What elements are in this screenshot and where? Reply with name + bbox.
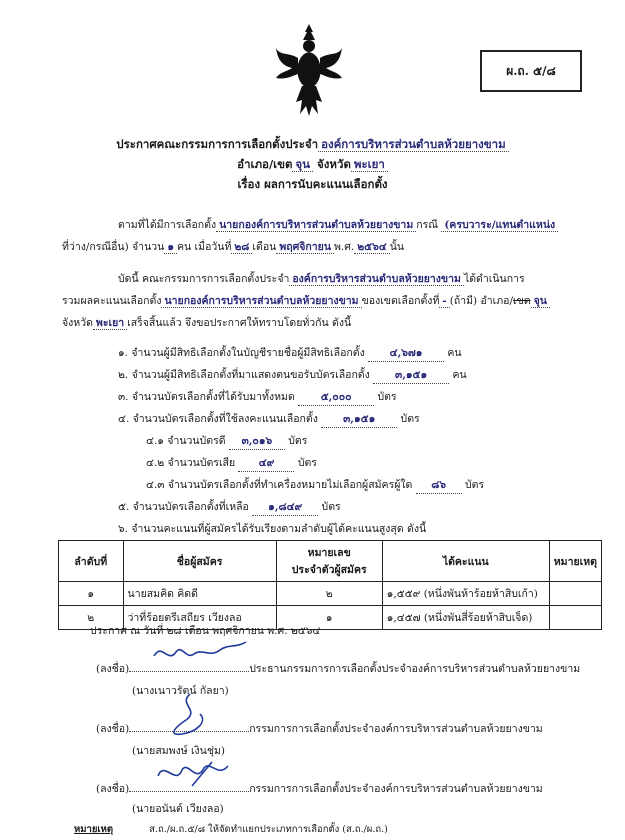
item-3 <box>118 388 397 406</box>
item-4 <box>118 410 420 428</box>
cell-remark <box>549 606 601 630</box>
signer-name-1: (นางเนาวรัตน์ กัลยา) <box>132 685 229 697</box>
para1-text: ตามที่ได้มีการเลือกตั้ง <box>118 219 217 231</box>
cell-remark <box>549 582 601 606</box>
para1-position: นายกองค์การบริหารส่วนตำบลห้วยยางขาม <box>216 219 416 232</box>
title-subject: เรื่อง ผลการนับคะแนนเลือกตั้ง <box>237 177 388 191</box>
cell-rank: ๑ <box>59 582 124 606</box>
item-unit: คน <box>452 369 467 381</box>
announce-day: ๒๘ <box>166 625 182 637</box>
para1-day: ๒๘ <box>231 241 252 254</box>
sign-label: (ลงชื่อ) <box>96 723 130 735</box>
item-label: ๓. จำนวนบัตรเลือกตั้งที่ได้รับมาทั้งหมด <box>118 391 295 403</box>
para2-line1 <box>118 270 525 287</box>
para2-text: บัดนี้ คณะกรรมการการเลือกตั้งประจำ <box>118 273 290 285</box>
para2-line3 <box>62 314 351 331</box>
cell-score: ๑,๔๕๗ (หนึ่งพันสี่ร้อยห้าสิบเจ็ด) <box>382 606 549 630</box>
sign-role: ประธานกรรมการการเลือกตั้งประจำองค์การบริหารส่วนตำบลห้วยยางขาม <box>249 663 581 675</box>
item-5 <box>118 498 341 516</box>
para1-count-label: ที่ว่าง/กรณีอื่น) จำนวน <box>62 241 165 253</box>
item-value: ๔,๖๗๑ <box>368 344 444 362</box>
para1-case: (ครบวาระ/แทนตำแหน่ง <box>441 219 558 232</box>
item-value: ๑,๘๔๙ <box>252 498 318 516</box>
para2-province: พะเยา <box>93 317 127 330</box>
signer-name-3: (นายอนันต์ เวียงลอ) <box>132 803 224 815</box>
form-code: ผ.ถ. ๕/๘ <box>506 63 556 78</box>
cell-name: นายสมคิด คิดดี <box>123 582 276 606</box>
item-1 <box>118 344 462 362</box>
item-value: ๓,๐๑๖ <box>229 432 285 450</box>
item-unit: บัตร <box>288 435 308 447</box>
para2-district: จุน <box>531 295 550 308</box>
signature-scribble-3 <box>152 756 232 790</box>
item-label: ๑. จำนวนผู้มีสิทธิเลือกตั้งในบัญชีรายชื่อผู้มีสิทธิเลือกตั้ง <box>118 347 365 359</box>
cell-rank: ๒ <box>59 606 124 630</box>
col-name: ชื่อผู้สมัคร <box>123 541 276 582</box>
announce-day-label: ประกาศ ณ วันที่ <box>90 625 164 637</box>
item-6 <box>118 520 426 537</box>
col-number-line1: หมายเลข <box>307 547 351 559</box>
para2-end: เสร็จสิ้นแล้ว จึงขอประกาศให้ทราบโดยทั่วกัน ดังนี้ <box>127 317 352 329</box>
para2-district-label: (ถ้ามี) อำเภอ/ <box>449 295 513 307</box>
item-label: ๒. จำนวนผู้มีสิทธิเลือกตั้งที่มาแสดงตนขอรับบัตรเลือกตั้ง <box>118 369 370 381</box>
item-label: ๕. จำนวนบัตรเลือกตั้งที่เหลือ <box>118 501 249 513</box>
para2-text3: รวมผลคะแนนเลือกตั้ง <box>62 295 162 307</box>
item-unit: บัตร <box>297 457 317 469</box>
signature-scribble-2 <box>160 690 220 740</box>
col-rank: ลำดับที่ <box>59 541 124 582</box>
item-value: ๔๙ <box>238 454 294 472</box>
cell-score: ๑,๕๕๙ (หนึ่งพันห้าร้อยห้าสิบเก้า) <box>382 582 549 606</box>
province-value: พะเยา <box>351 157 388 172</box>
sign-role: กรรมการการเลือกตั้งประจำองค์การบริหารส่วนตำบลห้วยยางขาม <box>249 783 543 795</box>
announcement-title <box>0 136 625 154</box>
district-label: อำเภอ/เขต <box>237 157 293 171</box>
col-score: ได้คะแนน <box>382 541 549 582</box>
col-number <box>276 541 382 582</box>
para1-day-label: คน เมื่อวันที่ <box>177 241 232 253</box>
announce-year-label: พ.ศ. <box>267 625 288 637</box>
form-code-box <box>480 50 582 92</box>
item-4-2 <box>146 454 317 472</box>
para2-text2: ได้ดำเนินการ <box>463 273 525 285</box>
col-remark: หมายเหตุ <box>549 541 601 582</box>
col-number-line2: ประจำตัวผู้สมัคร <box>291 564 367 576</box>
title-location <box>0 156 625 174</box>
para1-line1 <box>118 216 558 233</box>
item-unit: คน <box>447 347 462 359</box>
announce-month-label: เดือน <box>185 625 209 637</box>
table-row <box>59 582 602 606</box>
para1-month-label: เดือน <box>252 241 277 253</box>
sign-line <box>129 791 249 792</box>
item-label: ๔. จำนวนบัตรเลือกตั้งที่ใช้ลงคะแนนเลือกตั้ง <box>118 413 318 425</box>
cell-number: ๑ <box>276 606 382 630</box>
item-unit: บัตร <box>465 479 485 491</box>
item-label: ๔.๓ จำนวนบัตรเลือกตั้งที่ทำเครื่องหมายไม่เลือกผู้สมัครผู้ใด <box>146 479 413 491</box>
para2-zone-label: ของเขตเลือกตั้งที่ <box>361 295 440 307</box>
para1-line2 <box>62 238 404 255</box>
item-value: ๕,๐๐๐ <box>298 388 374 406</box>
garuda-emblem <box>272 22 346 118</box>
item-4-1 <box>146 432 307 450</box>
signature-scribble-1 <box>150 634 250 670</box>
para1-count: ๑ <box>164 241 177 254</box>
item-value: ๓,๑๕๑ <box>321 410 397 428</box>
para2-strike: เขต <box>513 295 531 307</box>
item-label: ๔.๒ จำนวนบัตรเสีย <box>146 457 236 469</box>
footnote <box>74 822 388 837</box>
para1-year-label: พ.ศ. <box>334 241 355 253</box>
para1-year: ๒๕๖๔ <box>354 241 389 254</box>
item-unit: บัตร <box>321 501 341 513</box>
item-4-3 <box>146 476 484 494</box>
item-2 <box>118 366 467 384</box>
item-value: ๓,๑๕๑ <box>373 366 449 384</box>
sign-line <box>129 671 249 672</box>
para2-org: องค์การบริหารส่วนตำบลห้วยยางขาม <box>289 273 464 286</box>
announce-year: ๒๕๖๔ <box>290 625 321 637</box>
para2-zone: - <box>439 295 449 308</box>
sign-role: กรรมการการเลือกตั้งประจำองค์การบริหารส่วนตำบลห้วยยางขาม <box>249 723 543 735</box>
cell-number: ๒ <box>276 582 382 606</box>
item-unit: บัตร <box>377 391 397 403</box>
footnote-label: หมายเหตุ <box>74 824 114 835</box>
sign-label: (ลงชื่อ) <box>96 663 130 675</box>
signer-name-2: (นายสมพงษ์ เงินชุ่ม) <box>132 745 225 757</box>
para1-case-label: กรณี <box>416 219 438 231</box>
item-unit: บัตร <box>400 413 420 425</box>
item-label: ๖. จำนวนคะแนนที่ผู้สมัครได้รับเรียงตามลำดับผู้ได้คะแนนสูงสุด ดังนี้ <box>118 523 427 535</box>
item-label: ๔.๑ จำนวนบัตรดี <box>146 435 226 447</box>
results-table <box>58 540 602 630</box>
title-org: องค์การบริหารส่วนตำบลห้วยยางขาม <box>318 137 509 152</box>
para2-province-label: จังหวัด <box>62 317 93 329</box>
item-value: ๘๖ <box>416 476 462 494</box>
district-value: จุน <box>292 157 313 172</box>
announce-month: พฤศจิกายน <box>212 625 264 637</box>
title-prefix: ประกาศคณะกรรมการการเลือกตั้งประจำ <box>116 137 319 151</box>
province-label: จังหวัด <box>317 157 351 171</box>
para2-line2 <box>62 292 550 309</box>
sign-label: (ลงชื่อ) <box>96 783 130 795</box>
cell-name: ว่าที่ร้อยตรีเสถียร เวียงลอ <box>123 606 276 630</box>
para2-position: นายกองค์การบริหารส่วนตำบลห้วยยางขาม <box>161 295 361 308</box>
table-header-row <box>59 541 602 582</box>
footnote-text: ส.ถ./ผ.ถ.๕/๘ ให้จัดทำแยกประเภทการเลือกตั้ง (ส.ถ./ผ.ถ.) <box>149 824 388 835</box>
para1-month: พฤศจิกายน <box>276 241 334 254</box>
para1-end: นั้น <box>389 241 405 253</box>
